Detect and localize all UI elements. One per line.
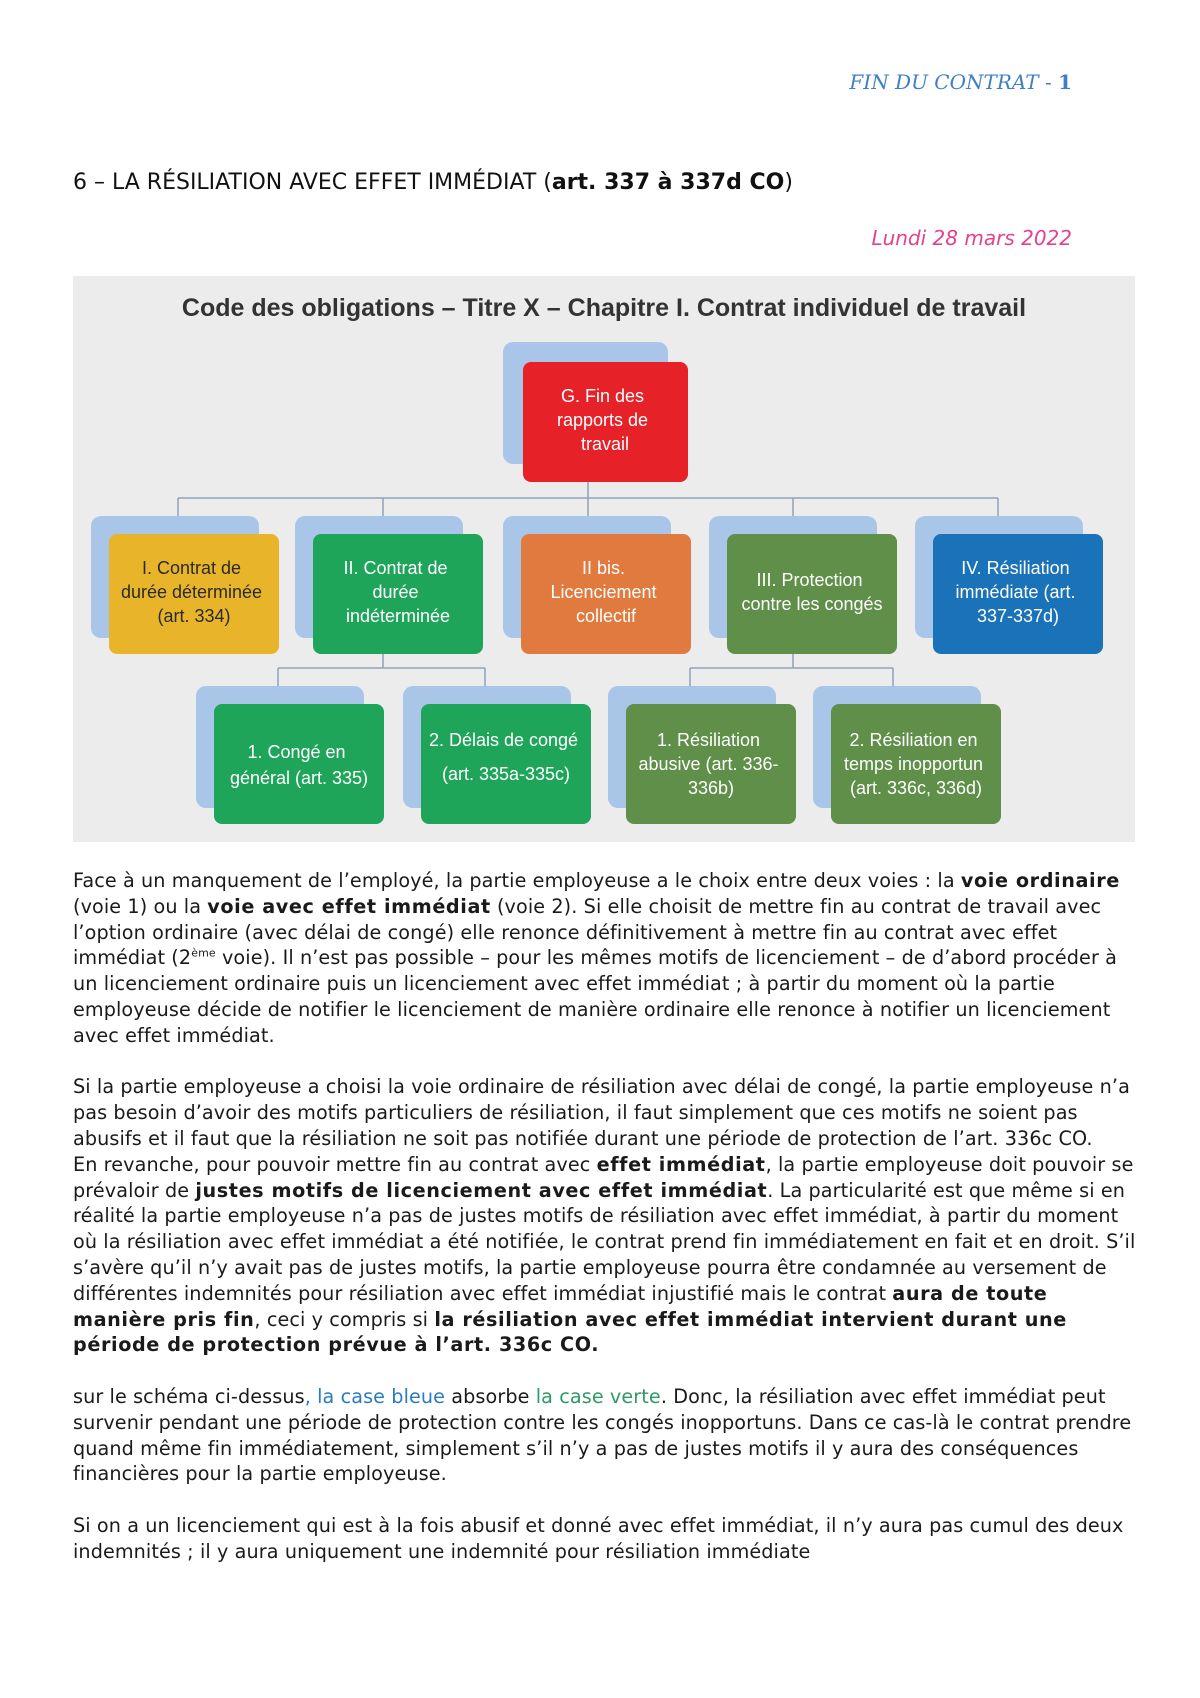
page-number: 1 [1058, 70, 1072, 94]
section-title [73, 170, 793, 195]
node-resiliation-abusive [608, 686, 796, 824]
p3-bold-4: la résiliation avec effet immédiat intervient durant une période de protection prévue à l’art. 336c CO. [73, 1307, 1067, 1357]
p1-text-4: voie). Il n’est pas possible – pour les mêmes motifs de licenciement – de d’abord procéder à un licenciement ordinaire puis un licenciement avec effet immédiat ; à partir du moment où la partie employeuse décide de notifier le licenciement de manière ordinaire elle renonce à notifier un licenciement avec effet immédiat. [73, 946, 1118, 1047]
node-abusive-line-2: abusive (art. 336- [638, 754, 779, 774]
node-conge-line-2: général (art. 335) [229, 768, 369, 788]
header-separator: - [1038, 70, 1059, 94]
running-title: FIN DU CONTRAT [849, 70, 1039, 94]
node-conge-general [196, 686, 384, 824]
node-inopportun-line-1: 2. Résiliation en [849, 730, 978, 750]
section-title-close: ) [784, 170, 793, 195]
node-immediate-line-2: immédiate (art. [955, 582, 1076, 602]
p1-text-1: Face à un manquement de l’employé, la partie employeuse a le choix entre deux voies : la [73, 869, 961, 892]
org-chart-svg [73, 276, 1135, 842]
paragraph-2: Si la partie employeuse a choisi la voie ordinaire de résiliation avec délai de congé, la partie employeuse n’a pas besoin d’avoir des motifs particuliers de résiliation, il faut simplement que ces motifs ne soient pas abusifs et il faut que la résiliation ne soit pas notifiée durant une période de protection de l’art. 336c CO. [73, 1075, 1130, 1150]
org-chart-figure [73, 276, 1135, 842]
svg-text:2. Résiliation en temp [844, 730, 988, 798]
root-line-3: travail [580, 434, 630, 454]
node-immediate-line-1: IV. Résiliation [961, 558, 1070, 578]
node-immediate-line-3: 337-337d) [976, 606, 1060, 626]
root-node [503, 342, 688, 482]
root-line-1: G. Fin des [560, 386, 645, 406]
lecture-date: Lundi 28 mars 2022 [871, 226, 1072, 250]
node-cdd-line-3: (art. 334) [157, 606, 231, 626]
node-delais-line-1: 2. Délais de congé [428, 730, 579, 750]
paragraph-3 [73, 1152, 1139, 1358]
node-protection-line-2: contre les congés [741, 594, 883, 614]
node-inopportun-line-3: (art. 336c, 336d) [849, 778, 983, 798]
p3-bold-3: aura de toute manière pris fin [73, 1281, 1048, 1331]
p3-text-1: En revanche, pour pouvoir mettre fin au contrat avec [73, 1152, 597, 1176]
p3-bold-1: effet immédiat [596, 1152, 766, 1176]
p3-text-3: . La particularité est que même si en réalité la partie employeuse n’a pas de justes motifs de résiliation avec effet immédiat, à partir du moment où la résiliation avec effet immédiat a été notifiée, le contrat prend fin immédiatement en fait et en droit. S’il s’avère qu’il n’y avait pas de justes motifs, la partie employeuse pourra être condamnée au versement de différentes indemnités pour résiliation avec effet immédiat injustifié mais le contrat [73, 1178, 1136, 1305]
node-conge-line-1: 1. Congé en [247, 742, 346, 762]
section-title-text: 6 – LA RÉSILIATION AVEC EFFET IMMÉDIAT ( [73, 170, 552, 195]
p4-text-1: sur le schéma ci-dessus [73, 1384, 305, 1408]
node-cdd-line-2: durée déterminée [120, 582, 263, 602]
node-protection-line-1: III. Protection [756, 570, 863, 590]
node-abusive-line-3: 336b) [687, 778, 735, 798]
p1-bold-voie-ordinaire: voie ordinaire [960, 869, 1120, 892]
diagram-title: Code des obligations – Titre X – Chapitre I. Contrat individuel de travail [181, 294, 1027, 322]
node-cdi [295, 516, 483, 654]
p1-text-3: (voie 2). Si elle choisit de mettre fin au contrat de travail avec l’option ordinaire (avec délai de congé) elle renonce définitivement à mettre fin au contrat avec effet immédiat (2 [73, 894, 1102, 970]
node-resiliation-immediate [915, 516, 1103, 654]
node-inopportun-line-2: temps inopportun [843, 754, 984, 774]
root-line-2: rapports de [556, 410, 649, 430]
p4-text-3: . Donc, la résiliation avec effet immédiat peut survenir pendant une période de protection contre les congés inopportuns. Dans ce cas-là le contrat prendre quand même fin immédiatement, simplement s’il n’y a pas de justes motifs il y aura des conséquences financières pour la partie employeuse. [73, 1384, 1132, 1486]
p3-text-2: , la partie employeuse doit pouvoir se prévaloir de [73, 1152, 1134, 1202]
paragraph-4 [73, 1384, 1139, 1487]
body-text [73, 868, 1139, 1590]
section-title-article: art. 337 à 337d CO [551, 170, 785, 195]
paragraph-1 [73, 868, 1139, 1049]
node-licenciement-collectif [503, 516, 691, 654]
node-collectif-line-1: II bis. [581, 558, 625, 578]
node-cdd-line-1: I. Contrat de [141, 558, 242, 578]
node-collectif-line-3: collectif [575, 606, 637, 626]
running-header [849, 70, 1072, 94]
node-collectif-line-2: Licenciement [550, 582, 657, 602]
p1-bold-voie-immediate: voie avec effet immédiat [207, 894, 491, 918]
node-cdi-line-3: indéterminée [345, 606, 451, 626]
p4-comma: , [304, 1384, 311, 1408]
node-protection [709, 516, 897, 654]
p1-superscript: ème [191, 947, 216, 960]
node-delais-conge [403, 686, 591, 824]
node-cdi-line-2: durée [372, 582, 419, 602]
p4-blue-box-text: la case bleue [310, 1384, 446, 1408]
p3-text-4: , ceci y compris si [254, 1307, 435, 1331]
p4-green-box-text: la case verte [535, 1384, 661, 1408]
node-cdi-line-1: II. Contrat de [343, 558, 448, 578]
p1-text-2: (voie 1) ou la [73, 894, 208, 918]
p3-bold-2: justes motifs de licenciement avec effet immédiat [195, 1178, 768, 1202]
node-temps-inopportun [813, 686, 1001, 824]
paragraph-5: Si on a un licenciement qui est à la fois abusif et donné avec effet immédiat, il n’y aura pas cumul des deux indemnités ; il y aura uniquement une indemnité pour résiliation immédiate [73, 1513, 1124, 1563]
p4-text-2: absorbe [445, 1384, 536, 1408]
node-cdd [91, 516, 279, 654]
node-abusive-line-1: 1. Résiliation [656, 730, 761, 750]
node-delais-line-2: (art. 335a-335c) [441, 764, 571, 784]
